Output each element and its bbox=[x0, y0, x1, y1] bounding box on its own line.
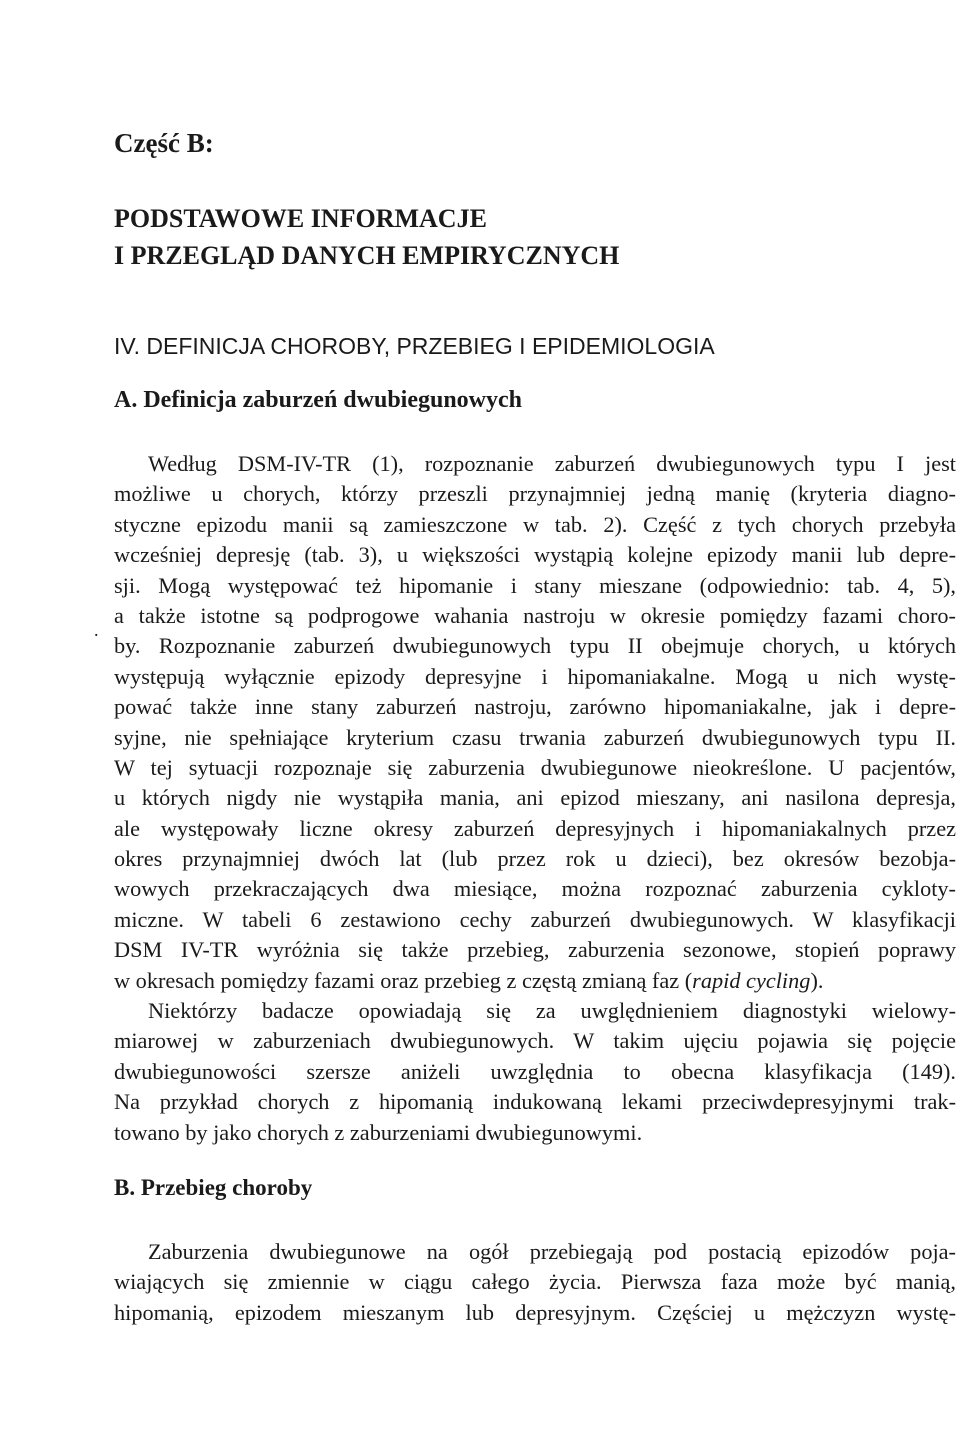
text-line: dwubiegunowości szersze aniżeli uwzględnia to obecna klasyfikacja (149). bbox=[114, 1058, 956, 1084]
text-line: Według DSM-IV-TR (1), rozpoznanie zaburzeń dwubiegunowych typu I jest bbox=[148, 451, 956, 476]
part-label: Część B: bbox=[114, 128, 214, 158]
paragraph bbox=[114, 996, 956, 1148]
text-line: ale występowały liczne okresy zaburzeń depresyjnych i hipomaniakalnych przez bbox=[114, 815, 956, 841]
part-title-line: PODSTAWOWE INFORMACJE bbox=[114, 204, 487, 233]
part-title-line: I PRZEGLĄD DANYCH EMPIRYCZNYCH bbox=[114, 241, 620, 270]
text-line: a także istotne są podprogowe wahania nastroju w okresie pomiędzy fazami choro- bbox=[114, 602, 956, 628]
text-line: możliwe u chorych, którzy przeszli przynajmniej jedną manię (kryteria diagno- bbox=[114, 481, 956, 507]
paragraph bbox=[114, 1237, 956, 1328]
chapter-heading: IV. DEFINICJA CHOROBY, PRZEBIEG I EPIDEMIOLOGIA bbox=[114, 333, 715, 359]
text-line: DSM IV-TR wyróżnia się także przebieg, zaburzenia sezonowe, stopień poprawy bbox=[114, 937, 956, 963]
text-line: Zaburzenia dwubiegunowe na ogół przebiegają pod postacią epizodów poja- bbox=[148, 1239, 956, 1264]
text-line: u których nigdy nie wystąpiła mania, ani epizod mieszany, ani nasilona depresja, bbox=[114, 785, 956, 811]
text-line: wowych przekraczających dwa miesiące, można rozpoznać zaburzenia cykloty- bbox=[114, 876, 956, 902]
text-line: wiających się zmiennie w ciągu całego życia. Pierwsza faza może być manią, bbox=[114, 1269, 956, 1295]
section-a-body bbox=[114, 449, 956, 1148]
text-line: wcześniej depresję (tab. 3), u większości wystąpią kolejne epizody manii lub depre- bbox=[114, 542, 956, 568]
text-line: hipomanią, epizodem mieszanym lub depresyjnym. Częściej u mężczyzn wystę- bbox=[114, 1299, 956, 1325]
italic-term: rapid cycling bbox=[692, 967, 811, 993]
text-line: występują wyłącznie epizody depresyjne i hipomaniakalne. Mogą u nich wystę- bbox=[114, 663, 956, 689]
text-line: by. Rozpoznanie zaburzeń dwubiegunowych typu II obejmuje chorych, u których bbox=[114, 633, 956, 659]
text-line: W tej sytuacji rozpoznaje się zaburzenia dwubiegunowe nieokreślone. U pacjentów, bbox=[114, 754, 956, 780]
text-line: towano by jako chorych z zaburzeniami dwubiegunowymi. bbox=[114, 1119, 643, 1145]
text-line: pować także inne stany zaburzeń nastroju, zarówno hipomaniakalne, jak i depre- bbox=[114, 694, 956, 720]
text-line: sji. Mogą występować też hipomanie i stany mieszane (odpowiednio: tab. 4, 5), bbox=[114, 572, 956, 598]
text-line: miarowej w zaburzeniach dwubiegunowych. W takim ujęciu pojawia się pojęcie bbox=[114, 1028, 956, 1054]
paragraph bbox=[114, 449, 956, 996]
text-line: Na przykład chorych z hipomanią indukowaną lekami przeciwdepresyjnymi trak- bbox=[114, 1089, 956, 1115]
text-line: w okresach pomiędzy fazami oraz przebieg z częstą zmianą faz (rapid cycling). bbox=[114, 967, 824, 993]
text-line: Niektórzy badacze opowiadają się za uwględnieniem diagnostyki wielowy- bbox=[148, 998, 956, 1024]
section-b-body bbox=[114, 1237, 956, 1328]
text-line: syjne, nie spełniające kryterium czasu trwania zaburzeń dwubiegunowych typu II. bbox=[114, 724, 956, 750]
part-title bbox=[114, 200, 619, 274]
text-line: styczne epizodu manii są zamieszczone w tab. 2). Część z tych chorych przebyła bbox=[114, 511, 956, 537]
section-a-heading: A. Definicja zaburzeń dwubiegunowych bbox=[114, 387, 523, 413]
text-line: okres przynajmniej dwóch lat (lub przez rok u dzieci), bez okresów bezobja- bbox=[114, 846, 956, 872]
margin-mark: . bbox=[94, 620, 99, 640]
section-b-heading: B. Przebieg choroby bbox=[114, 1175, 313, 1200]
text-line: miczne. W tabeli 6 zestawiono cechy zaburzeń dwubiegunowych. W klasyfikacji bbox=[114, 906, 956, 932]
